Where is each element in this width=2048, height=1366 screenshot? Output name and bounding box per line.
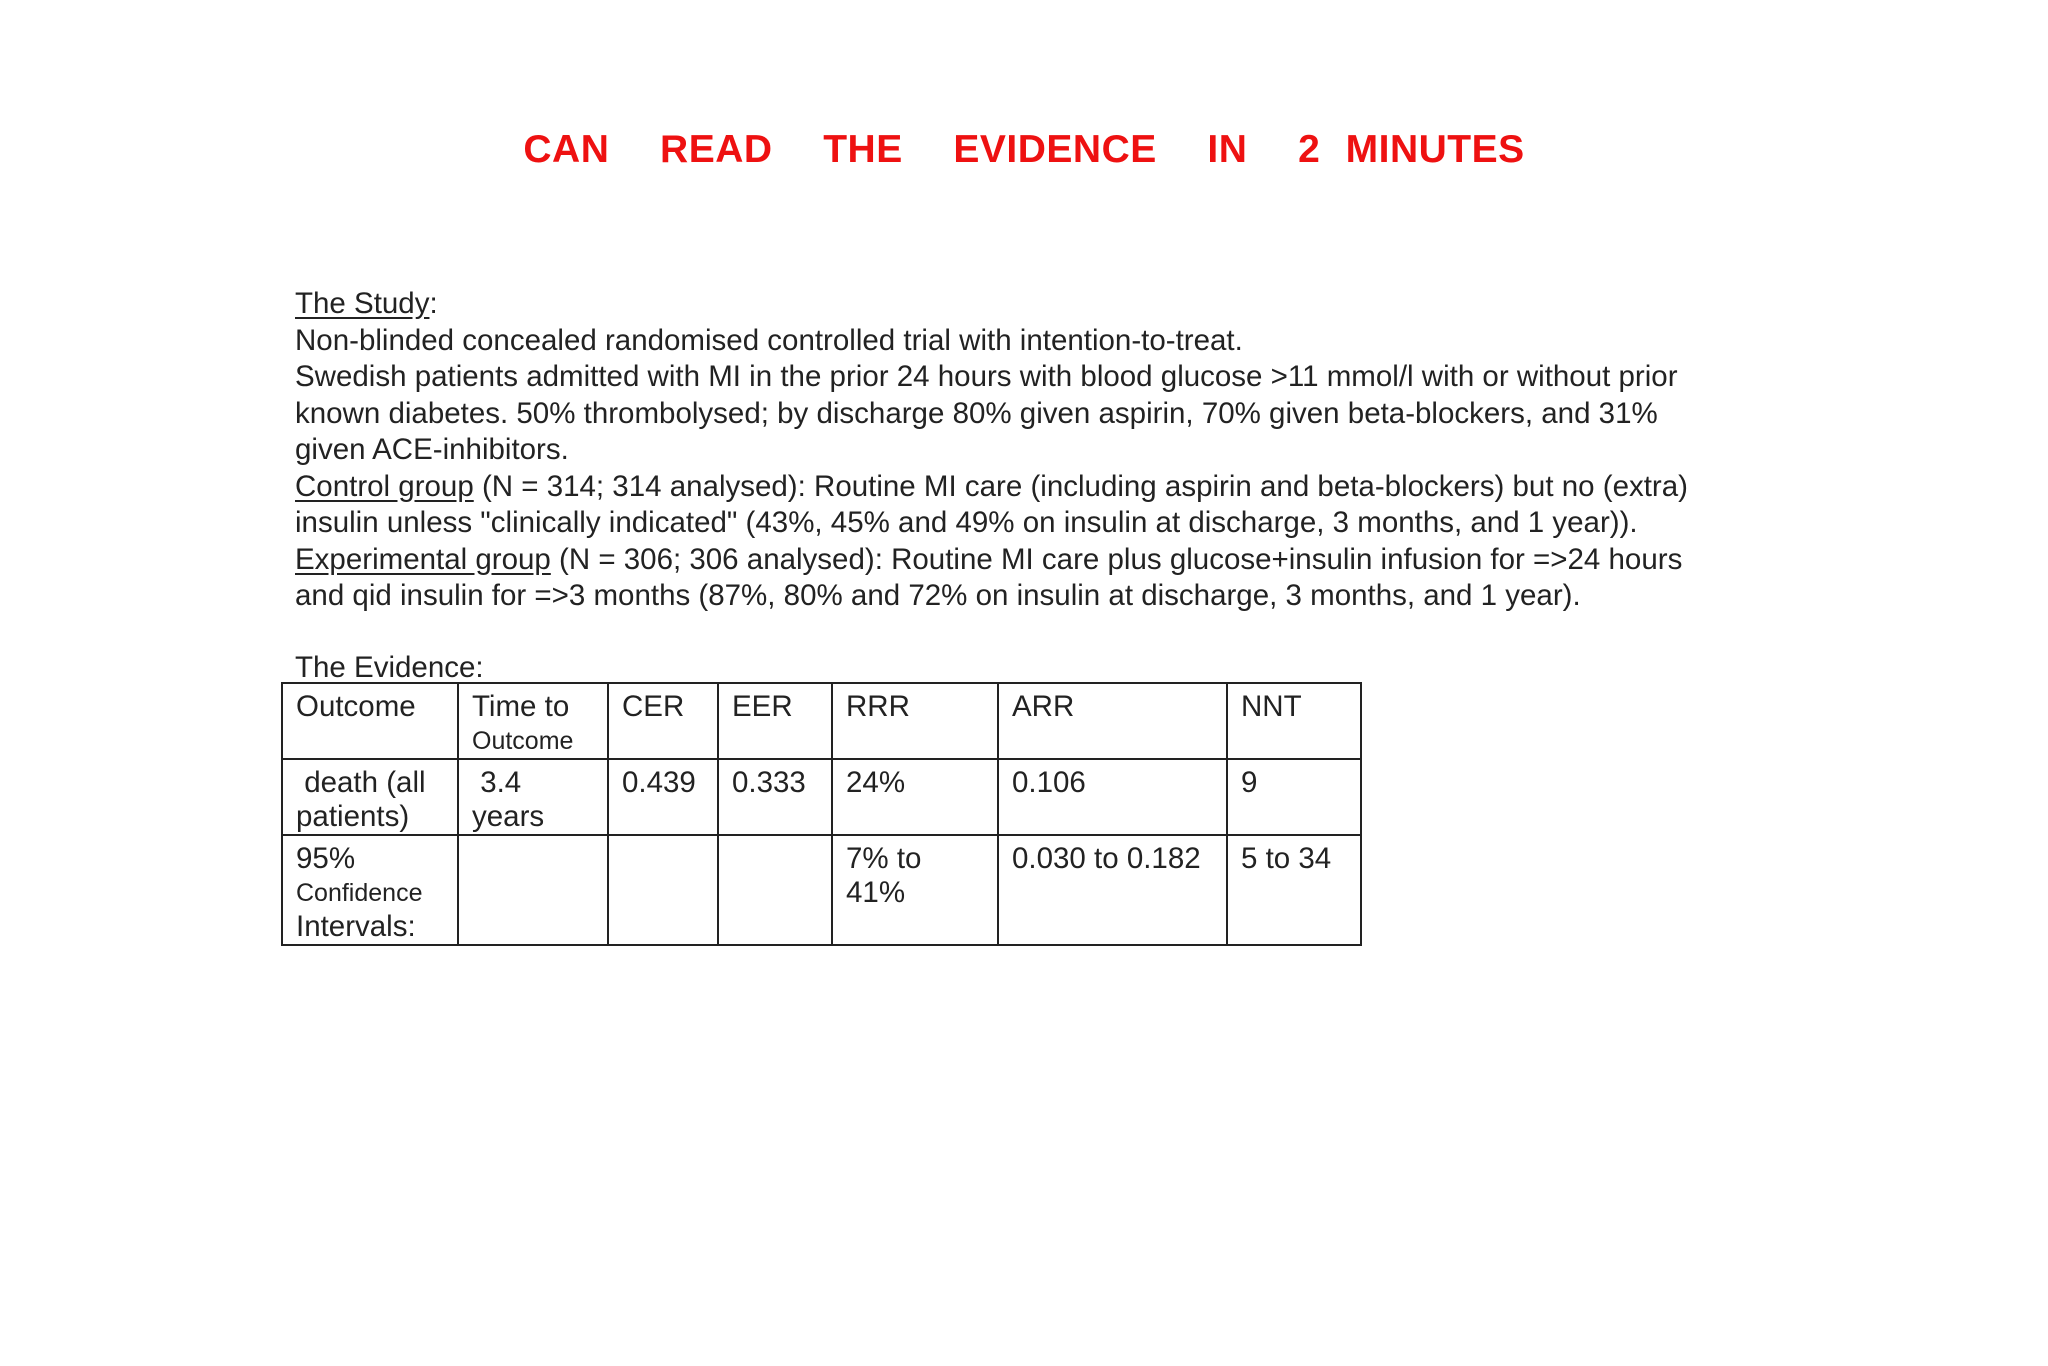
experimental-group-line [295,542,1775,579]
cell-ci-eer [718,835,832,945]
ci-rrr-line2: 41% [846,876,906,909]
header-eer: EER [718,683,832,759]
study-heading-suffix: : [429,287,438,320]
cell-rrr: 24% [832,759,998,835]
header-time-to-outcome [458,683,608,759]
study-line: given ACE-inhibitors. [295,433,569,466]
control-group-line [295,469,1775,506]
study-line: Swedish patients admitted with MI in the prior 24 hours with blood glucose >11 mmol/l with or without prior [295,360,1678,393]
cell-ci-cer [608,835,718,945]
header-cer: CER [608,683,718,759]
study-heading-line [295,286,1775,323]
study-section [295,286,1775,615]
table-header-row [282,683,1361,759]
header-arr: ARR [998,683,1227,759]
table-row-ci [282,835,1361,945]
cell-ci-rrr [832,835,998,945]
study-line: known diabetes. 50% thrombolysed; by discharge 80% given aspirin, 70% given beta-blockers, and 31% [295,396,1658,430]
cell-ci-arr: 0.030 to 0.182 [998,835,1227,945]
cell-nnt: 9 [1227,759,1361,835]
ci-rrr-line1: 7% to [846,842,922,875]
ci-label-line2: Confidence [296,879,423,907]
time-line2: years [472,800,545,833]
header-time-line2: Outcome [472,727,574,755]
outcome-line1: death (all [296,766,426,799]
experimental-group-text: (N = 306; 306 analysed): Routine MI care plus glucose+insulin infusion for =>24 hours [550,542,1683,576]
header-rrr: RRR [832,683,998,759]
table-row-death [282,759,1361,835]
time-line1: 3.4 [472,766,522,799]
header-time-line1: Time to [472,690,570,723]
control-group-line-2: insulin unless "clinically indicated" (43%, 45% and 49% on insulin at discharge, 3 months, and 1 year)). [295,506,1638,539]
ci-label-line1: 95% [296,842,356,875]
cell-outcome [282,759,458,835]
evidence-table [281,682,1362,946]
cell-ci-time [458,835,608,945]
evidence-heading: The Evidence: [295,651,484,684]
study-heading: The Study [295,287,430,320]
cell-ci-nnt: 5 to 34 [1227,835,1361,945]
control-group-label: Control group [295,469,474,503]
experimental-group-label: Experimental group [295,542,551,576]
header-outcome: Outcome [282,683,458,759]
study-line: Non-blinded concealed randomised controlled trial with intention-to-treat. [295,323,1243,357]
ci-label-line3: Intervals: [296,910,416,943]
cell-arr: 0.106 [998,759,1227,835]
outcome-line2: patients) [296,800,410,833]
header-nnt: NNT [1227,683,1361,759]
control-group-text: (N = 314; 314 analysed): Routine MI care (including aspirin and beta-blockers) but no (extra) [473,469,1688,503]
cell-eer: 0.333 [718,759,832,835]
experimental-group-line-2: and qid insulin for =>3 months (87%, 80% and 72% on insulin at discharge, 3 months, and 1 year). [295,579,1581,612]
cell-cer: 0.439 [608,759,718,835]
cell-time [458,759,608,835]
cell-ci-label [282,835,458,945]
page-title: CAN READ THE EVIDENCE IN 2 MINUTES [523,128,1525,171]
